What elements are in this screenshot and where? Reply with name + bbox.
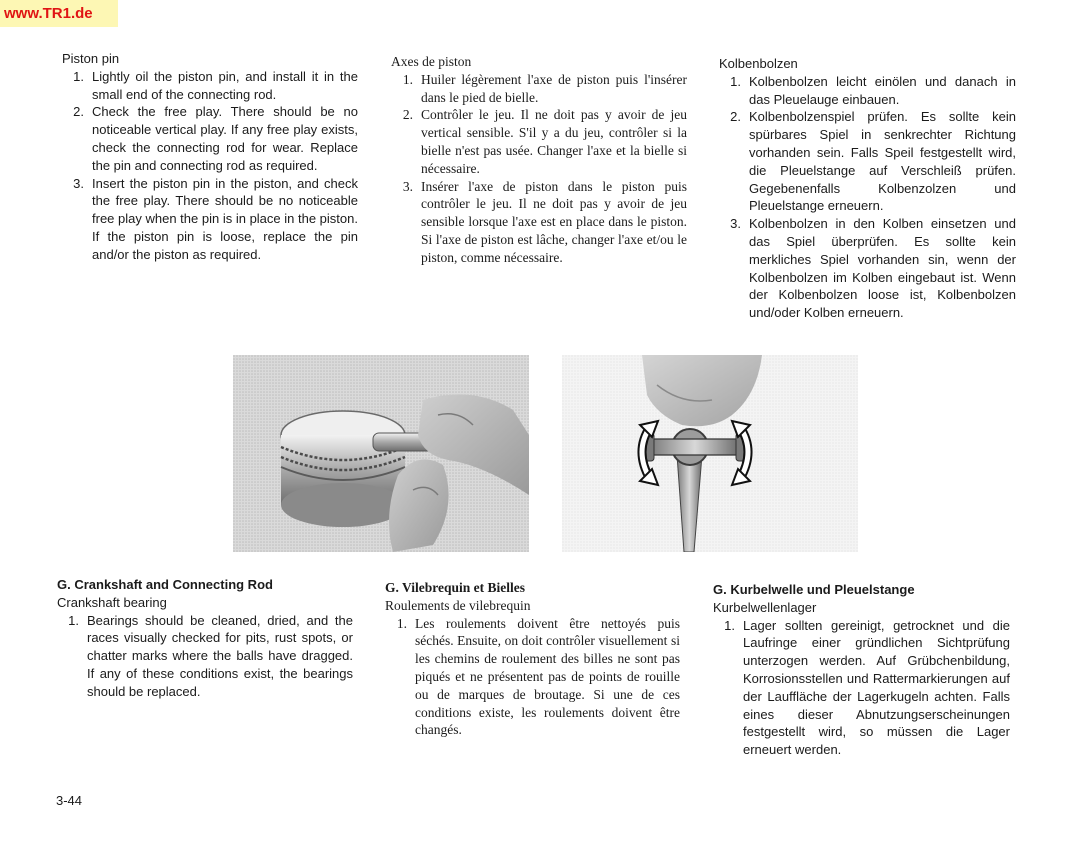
item-number: 2. xyxy=(73,104,84,120)
german-crankshaft-section xyxy=(713,581,1010,759)
list-item xyxy=(62,103,358,174)
item-text: Bearings should be cleaned, dried, and the races visually checked for pits, rust spots, or chatter marks where the balls have dragged. If any of these conditions exist, the bearings should be replaced. xyxy=(87,612,353,699)
list-item xyxy=(62,68,358,104)
section-heading: Kolbenbolzen xyxy=(719,56,798,71)
item-number: 1. xyxy=(724,617,735,633)
french-piston-pin-section xyxy=(391,53,687,267)
item-number: 2. xyxy=(730,109,741,125)
section-subheading: Roulements de vilebrequin xyxy=(385,597,531,613)
item-text: Lightly oil the piston pin, and install it in the small end of the connecting rod. xyxy=(92,68,358,102)
english-piston-pin-section xyxy=(62,50,358,264)
item-text: Lager sollten gereinigt, getrocknet und die Laufringe einer gründlichen Sichtprüfung unterzogen werden. Auf Grübchenbildung, Korrosionsstellen und Rattermarkierungen auf der Lauffläche der Lagerkugeln achten. Falls eines dieser Abnutzungserscheinungen festgestellt wird, so müssen die Lager erneuert werden. xyxy=(743,617,1010,758)
page-number: 3-44 xyxy=(56,793,83,808)
list-item xyxy=(713,617,1010,759)
connecting-rod-illustration xyxy=(562,355,858,552)
item-number: 2. xyxy=(402,107,413,123)
item-number: 1. xyxy=(396,615,407,631)
section-title: G. Kurbelwelle und Pleuelstange xyxy=(713,582,915,597)
section-subheading: Crankshaft bearing xyxy=(57,594,167,610)
list-item xyxy=(57,612,353,701)
french-crankshaft-section xyxy=(385,579,680,739)
item-number: 3. xyxy=(73,175,84,191)
english-crankshaft-section xyxy=(57,576,353,701)
item-text: Les roulements doivent être nettoyés puis séchés. Ensuite, on doit contrôler visuellement si les chemins de roulement des billes ne sont pas piqués et ne présentent pas de points de rouille ou de marques de broutage. Si une de ces conditions existe, les roulements doivent être changés. xyxy=(415,615,680,738)
item-text: Kolbenbolzenspiel prüfen. Es sollte kein spürbares Spiel in senkrechter Richtung vorhanden sein. Falls Speil festgestellt wird, die Pleuelstange auf Verschleiß prüfen. Gegebenenfalls Kolbenzolzen und Pleuelstange erneuern. xyxy=(749,109,1016,214)
site-watermark: www.TR1.de xyxy=(0,0,118,27)
list-item xyxy=(391,71,687,107)
item-number: 1. xyxy=(730,73,741,89)
item-text: Kolbenbolzen leicht einölen und danach in das Pleuelauge einbauen. xyxy=(749,73,1016,107)
section-subheading: Kurbelwellenlager xyxy=(713,599,817,615)
list-item xyxy=(62,175,358,264)
item-number: 1. xyxy=(73,68,84,84)
list-item xyxy=(719,215,1016,322)
section-heading: Axes de piston xyxy=(391,54,472,69)
item-number: 1. xyxy=(402,71,413,87)
item-text: Insérer l'axe de piston dans le piston puis contrôler le jeu. Il ne doit pas y avoir de jeu sensible lorsque l'axe est en place dans le piston. Si l'axe de piston est lâche, changer l'axe et/ou le piston, comme nécessaire. xyxy=(421,178,687,265)
section-title: G. Vilebrequin et Bielles xyxy=(385,580,526,595)
list-item xyxy=(385,615,680,740)
item-text: Check the free play. There should be no noticeable vertical play. If any free play exists, check the connecting rod for wear. Replace the pin and connecting rod as required. xyxy=(92,104,358,173)
section-title: G. Crankshaft and Connecting Rod xyxy=(57,577,273,592)
item-text: Contrôler le jeu. Il ne doit pas y avoir de jeu vertical sensible. S'il y a du jeu, contrôler si la bielle n'est pas usée. Changer l'axe et la bielle si nécessaire. xyxy=(421,107,687,176)
list-item xyxy=(391,106,687,177)
list-item xyxy=(719,108,1016,215)
item-text: Huiler légèrement l'axe de piston puis l'insérer dans le pied de bielle. xyxy=(421,71,687,105)
piston-pin-insertion-photo xyxy=(233,355,529,552)
item-text: Insert the piston pin in the piston, and check the free play. There should be no noticeable free play when the pin is in place in the piston. If the piston pin is loose, replace the pin and/or the piston as required. xyxy=(92,175,358,262)
item-number: 3. xyxy=(730,216,741,232)
list-item xyxy=(391,178,687,267)
item-number: 3. xyxy=(402,178,413,194)
item-text: Kolbenbolzen in den Kolben einsetzen und das Spiel überprüfen. Es sollte kein merkliches Spiel vorhanden sin, wenn der Kolbenbolzen im Kolben eingebaut ist. Wenn der Kolbenbolzen loose ist, Kolbenbolzen und/oder Kolben erneuern. xyxy=(749,216,1016,321)
section-heading: Piston pin xyxy=(62,51,120,66)
list-item xyxy=(719,73,1016,109)
connecting-rod-play-check-photo xyxy=(562,355,858,552)
piston-photo-illustration xyxy=(233,355,529,552)
german-piston-pin-section xyxy=(719,55,1016,322)
item-number: 1. xyxy=(68,612,79,628)
